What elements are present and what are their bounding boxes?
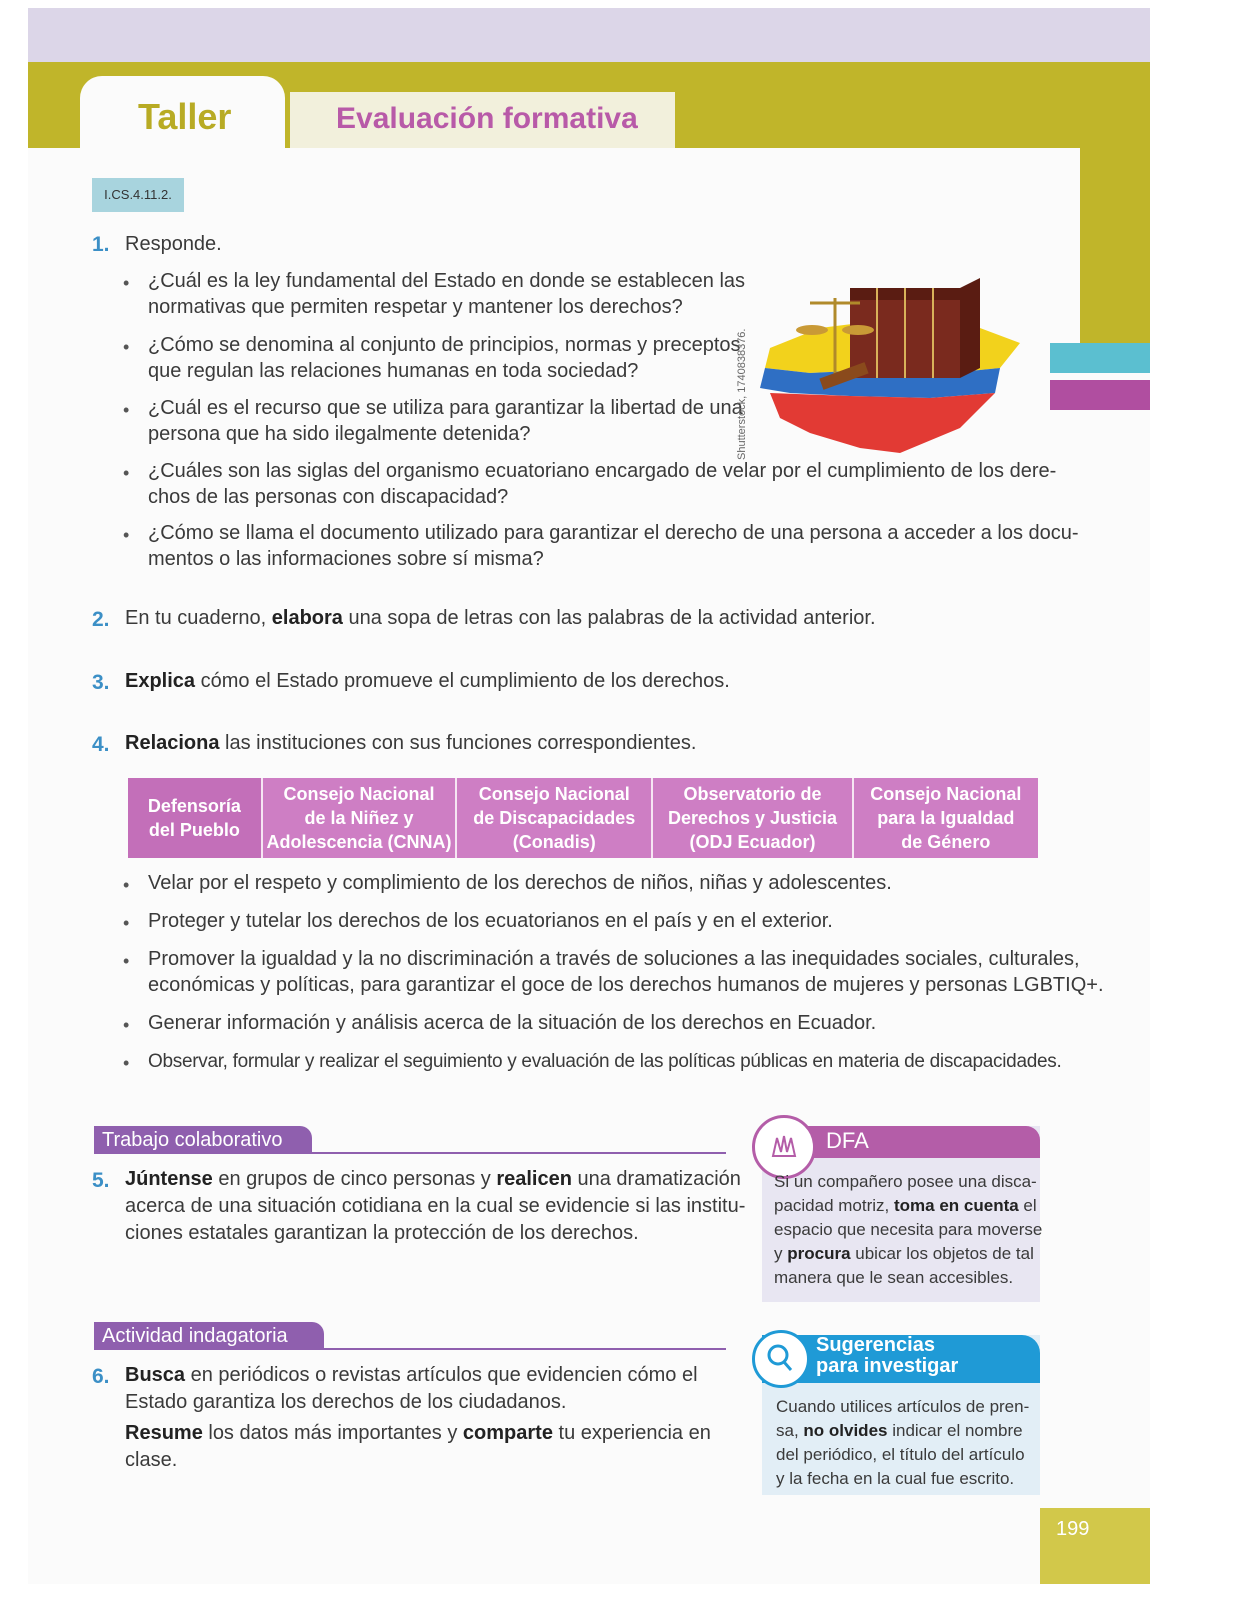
sugerencias-title-1: Sugerencias xyxy=(816,1334,935,1356)
q1-bullet-2-line-1: ¿Cómo se denomina al conjunto de principios, normas y preceptos xyxy=(148,334,741,356)
institution-cell xyxy=(457,778,653,858)
q1-bullet-3-line-1: ¿Cuál es el recurso que se utiliza para garantizar la libertad de una xyxy=(148,397,743,419)
dfa-text: el xyxy=(1018,1196,1037,1215)
q2-text-pre: En tu cuaderno, xyxy=(125,607,272,629)
dfa-line-4 xyxy=(774,1242,1034,1266)
tab-taller-label: Taller xyxy=(138,96,232,137)
q3-text xyxy=(125,668,730,695)
bullet-icon: • xyxy=(123,273,130,293)
ecuador-law-illustration xyxy=(750,258,1050,463)
institutions-table xyxy=(128,778,1038,858)
q6-bold: Busca xyxy=(125,1364,186,1386)
institution-cell xyxy=(263,778,457,858)
bullet-icon: • xyxy=(123,463,130,483)
magnifier-icon xyxy=(752,1330,810,1388)
tab-evaluacion-label: Evaluación formativa xyxy=(336,102,638,135)
q3-text-bold: Explica xyxy=(125,670,196,692)
page-number: 199 xyxy=(1056,1518,1090,1540)
q6-line-3 xyxy=(125,1420,711,1447)
header-band-purple xyxy=(28,8,1150,68)
trabajo-colaborativo-label: Trabajo colaborativo xyxy=(94,1126,312,1154)
bullet-icon: • xyxy=(123,400,130,420)
institution-line: Consejo Nacional xyxy=(478,784,630,804)
dfa-line-5: manera que le sean accesibles. xyxy=(774,1268,1014,1287)
sug-bold: no olvides xyxy=(803,1421,888,1440)
q1-bullet-4-line-2: chos de las personas con discapacidad? xyxy=(148,486,509,508)
institution-line: Consejo Nacional xyxy=(870,784,1022,804)
q6-line-4: clase. xyxy=(125,1449,178,1471)
tab-evaluacion xyxy=(290,92,675,148)
sug-line-3: del periódico, el título del artículo xyxy=(776,1445,1025,1464)
dfa-bold: toma en cuenta xyxy=(894,1196,1019,1215)
institution-line: del Pueblo xyxy=(148,820,240,840)
function-2: Proteger y tutelar los derechos de los ecuatorianos en el país y en el exterior. xyxy=(148,910,833,932)
institution-line: Observatorio de xyxy=(683,784,822,804)
q5-text: una dramatización xyxy=(571,1168,741,1190)
institution-cell xyxy=(653,778,853,858)
sug-line-4: y la fecha en la cual fue escrito. xyxy=(776,1469,1015,1488)
q1-bullet-1-line-1: ¿Cuál es la ley fundamental del Estado en donde se establecen las xyxy=(148,270,746,292)
q2-text-bold: elabora xyxy=(271,607,343,629)
dfa-line-2 xyxy=(774,1194,1037,1218)
section-divider xyxy=(94,1348,726,1350)
side-marker-cyan xyxy=(1050,343,1150,373)
function-1: Velar por el respeto y complimiento de los derechos de niños, niñas y adolescentes. xyxy=(148,872,892,894)
institution-line: (Conadis) xyxy=(512,832,596,852)
q5-line-2: acerca de una situación cotidiana en la cual se evidencie si las institu- xyxy=(125,1195,746,1217)
q3-text-post: cómo el Estado promueve el cumplimiento de los derechos. xyxy=(195,670,730,692)
dfa-text: pacidad motriz, xyxy=(774,1196,894,1215)
q4-number: 4. xyxy=(92,733,110,756)
bullet-icon: • xyxy=(123,337,130,357)
q1-title: Responde. xyxy=(125,233,222,255)
q1-bullet-5-line-2: mentos o las informaciones sobre sí misma? xyxy=(148,548,544,570)
side-marker-magenta xyxy=(1050,380,1150,410)
q1-number: 1. xyxy=(92,233,110,256)
q2-text xyxy=(125,605,876,632)
institution-line: Consejo Nacional xyxy=(283,784,435,804)
institution-line: (ODJ Ecuador) xyxy=(689,832,816,852)
q1-bullet-4-line-1: ¿Cuáles son las siglas del organismo ecuatoriano encargado de velar por el cumplimiento de los dere- xyxy=(148,460,1057,482)
q6-bold: Resume xyxy=(125,1422,203,1444)
institution-cell xyxy=(854,778,1038,858)
institution-cell xyxy=(128,778,263,858)
bullet-icon: • xyxy=(123,913,130,933)
section-divider xyxy=(94,1152,726,1154)
q5-line-3: ciones estatales garantizan la protección de los derechos. xyxy=(125,1222,639,1244)
institution-line: Defensoría xyxy=(147,796,241,816)
q1-bullet-2-line-2: que regulan las relaciones humanas en toda sociedad? xyxy=(148,360,639,382)
sug-text: sa, xyxy=(776,1421,804,1440)
institution-line: para la Igualdad xyxy=(877,808,1015,828)
q6-text: en periódicos o revistas artículos que evidencien cómo el xyxy=(185,1364,698,1386)
q5-number: 5. xyxy=(92,1169,110,1192)
page-number-box xyxy=(1040,1508,1150,1584)
q2-text-post: una sopa de letras con las palabras de la actividad anterior. xyxy=(342,607,876,629)
bullet-icon: • xyxy=(123,1053,130,1073)
bullet-icon: • xyxy=(123,525,130,545)
institution-line: Derechos y Justicia xyxy=(667,808,838,828)
sugerencias-title xyxy=(816,1335,958,1377)
q6-line-1 xyxy=(125,1362,698,1389)
dfa-title: DFA xyxy=(826,1128,869,1153)
tab-taller xyxy=(80,76,285,148)
q5-line-1 xyxy=(125,1166,741,1193)
dfa-line-3: espacio que necesita para moverse xyxy=(774,1220,1043,1239)
q4-text-post: las instituciones con sus funciones correspondientes. xyxy=(219,732,697,754)
side-band-olive xyxy=(1080,140,1150,360)
q6-bold: comparte xyxy=(462,1422,553,1444)
actividad-indagatoria-label: Actividad indagatoria xyxy=(94,1322,324,1350)
institution-line: de Género xyxy=(901,832,991,852)
q3-number: 3. xyxy=(92,671,110,694)
criterion-code: I.CS.4.11.2. xyxy=(92,178,184,212)
dfa-text: ubicar los objetos de tal xyxy=(850,1244,1034,1263)
sug-line-2 xyxy=(776,1419,1023,1443)
function-3-line-2: económicas y políticas, para garantizar el goce de los derechos humanos de mujeres y personas LGBTIQ+. xyxy=(148,974,1104,996)
q1-bullet-3-line-2: persona que ha sido ilegalmente detenida? xyxy=(148,423,531,445)
dfa-bold: procura xyxy=(787,1244,851,1263)
function-4: Generar información y análisis acerca de la situación de los derechos en Ecuador. xyxy=(148,1012,877,1034)
image-credit: Shutterstock, 1740838376. xyxy=(736,328,748,460)
sug-text: indicar el nombre xyxy=(887,1421,1023,1440)
q5-bold: realicen xyxy=(496,1168,572,1190)
institution-line: Adolescencia (CNNA) xyxy=(266,832,452,852)
sugerencias-title-2: para investigar xyxy=(816,1355,959,1377)
q6-text: tu experiencia en xyxy=(552,1422,711,1444)
dfa-text: y xyxy=(774,1244,788,1263)
sug-line-1: Cuando utilices artículos de pren- xyxy=(776,1397,1030,1416)
bullet-icon: • xyxy=(123,1015,130,1035)
institution-line: de la Niñez y xyxy=(304,808,414,828)
q5-text: en grupos de cinco personas y xyxy=(212,1168,497,1190)
institution-line: de Discapacidades xyxy=(473,808,636,828)
bullet-icon: • xyxy=(123,951,130,971)
dfa-line-1: Si un compañero posee una disca- xyxy=(774,1172,1037,1191)
q6-text: los datos más importantes y xyxy=(202,1422,463,1444)
q5-bold: Júntense xyxy=(125,1168,213,1190)
q2-number: 2. xyxy=(92,608,110,631)
function-5: Observar, formular y realizar el seguimiento y evaluación de las políticas públicas en materia de discapacidades. xyxy=(148,1051,1062,1072)
q6-line-2: Estado garantiza los derechos de los ciudadanos. xyxy=(125,1391,567,1413)
function-3-line-1: Promover la igualdad y la no discriminación a través de soluciones a las inequidades sociales, culturales, xyxy=(148,948,1080,970)
q4-text xyxy=(125,730,696,757)
q1-bullet-1-line-2: normativas que permiten respetar y mantener los derechos? xyxy=(148,296,683,318)
bullet-icon: • xyxy=(123,875,130,895)
q1-bullet-5-line-1: ¿Cómo se llama el documento utilizado para garantizar el derecho de una persona a acceder a los docu- xyxy=(148,522,1079,544)
q4-text-bold: Relaciona xyxy=(125,732,220,754)
q6-number: 6. xyxy=(92,1365,110,1388)
